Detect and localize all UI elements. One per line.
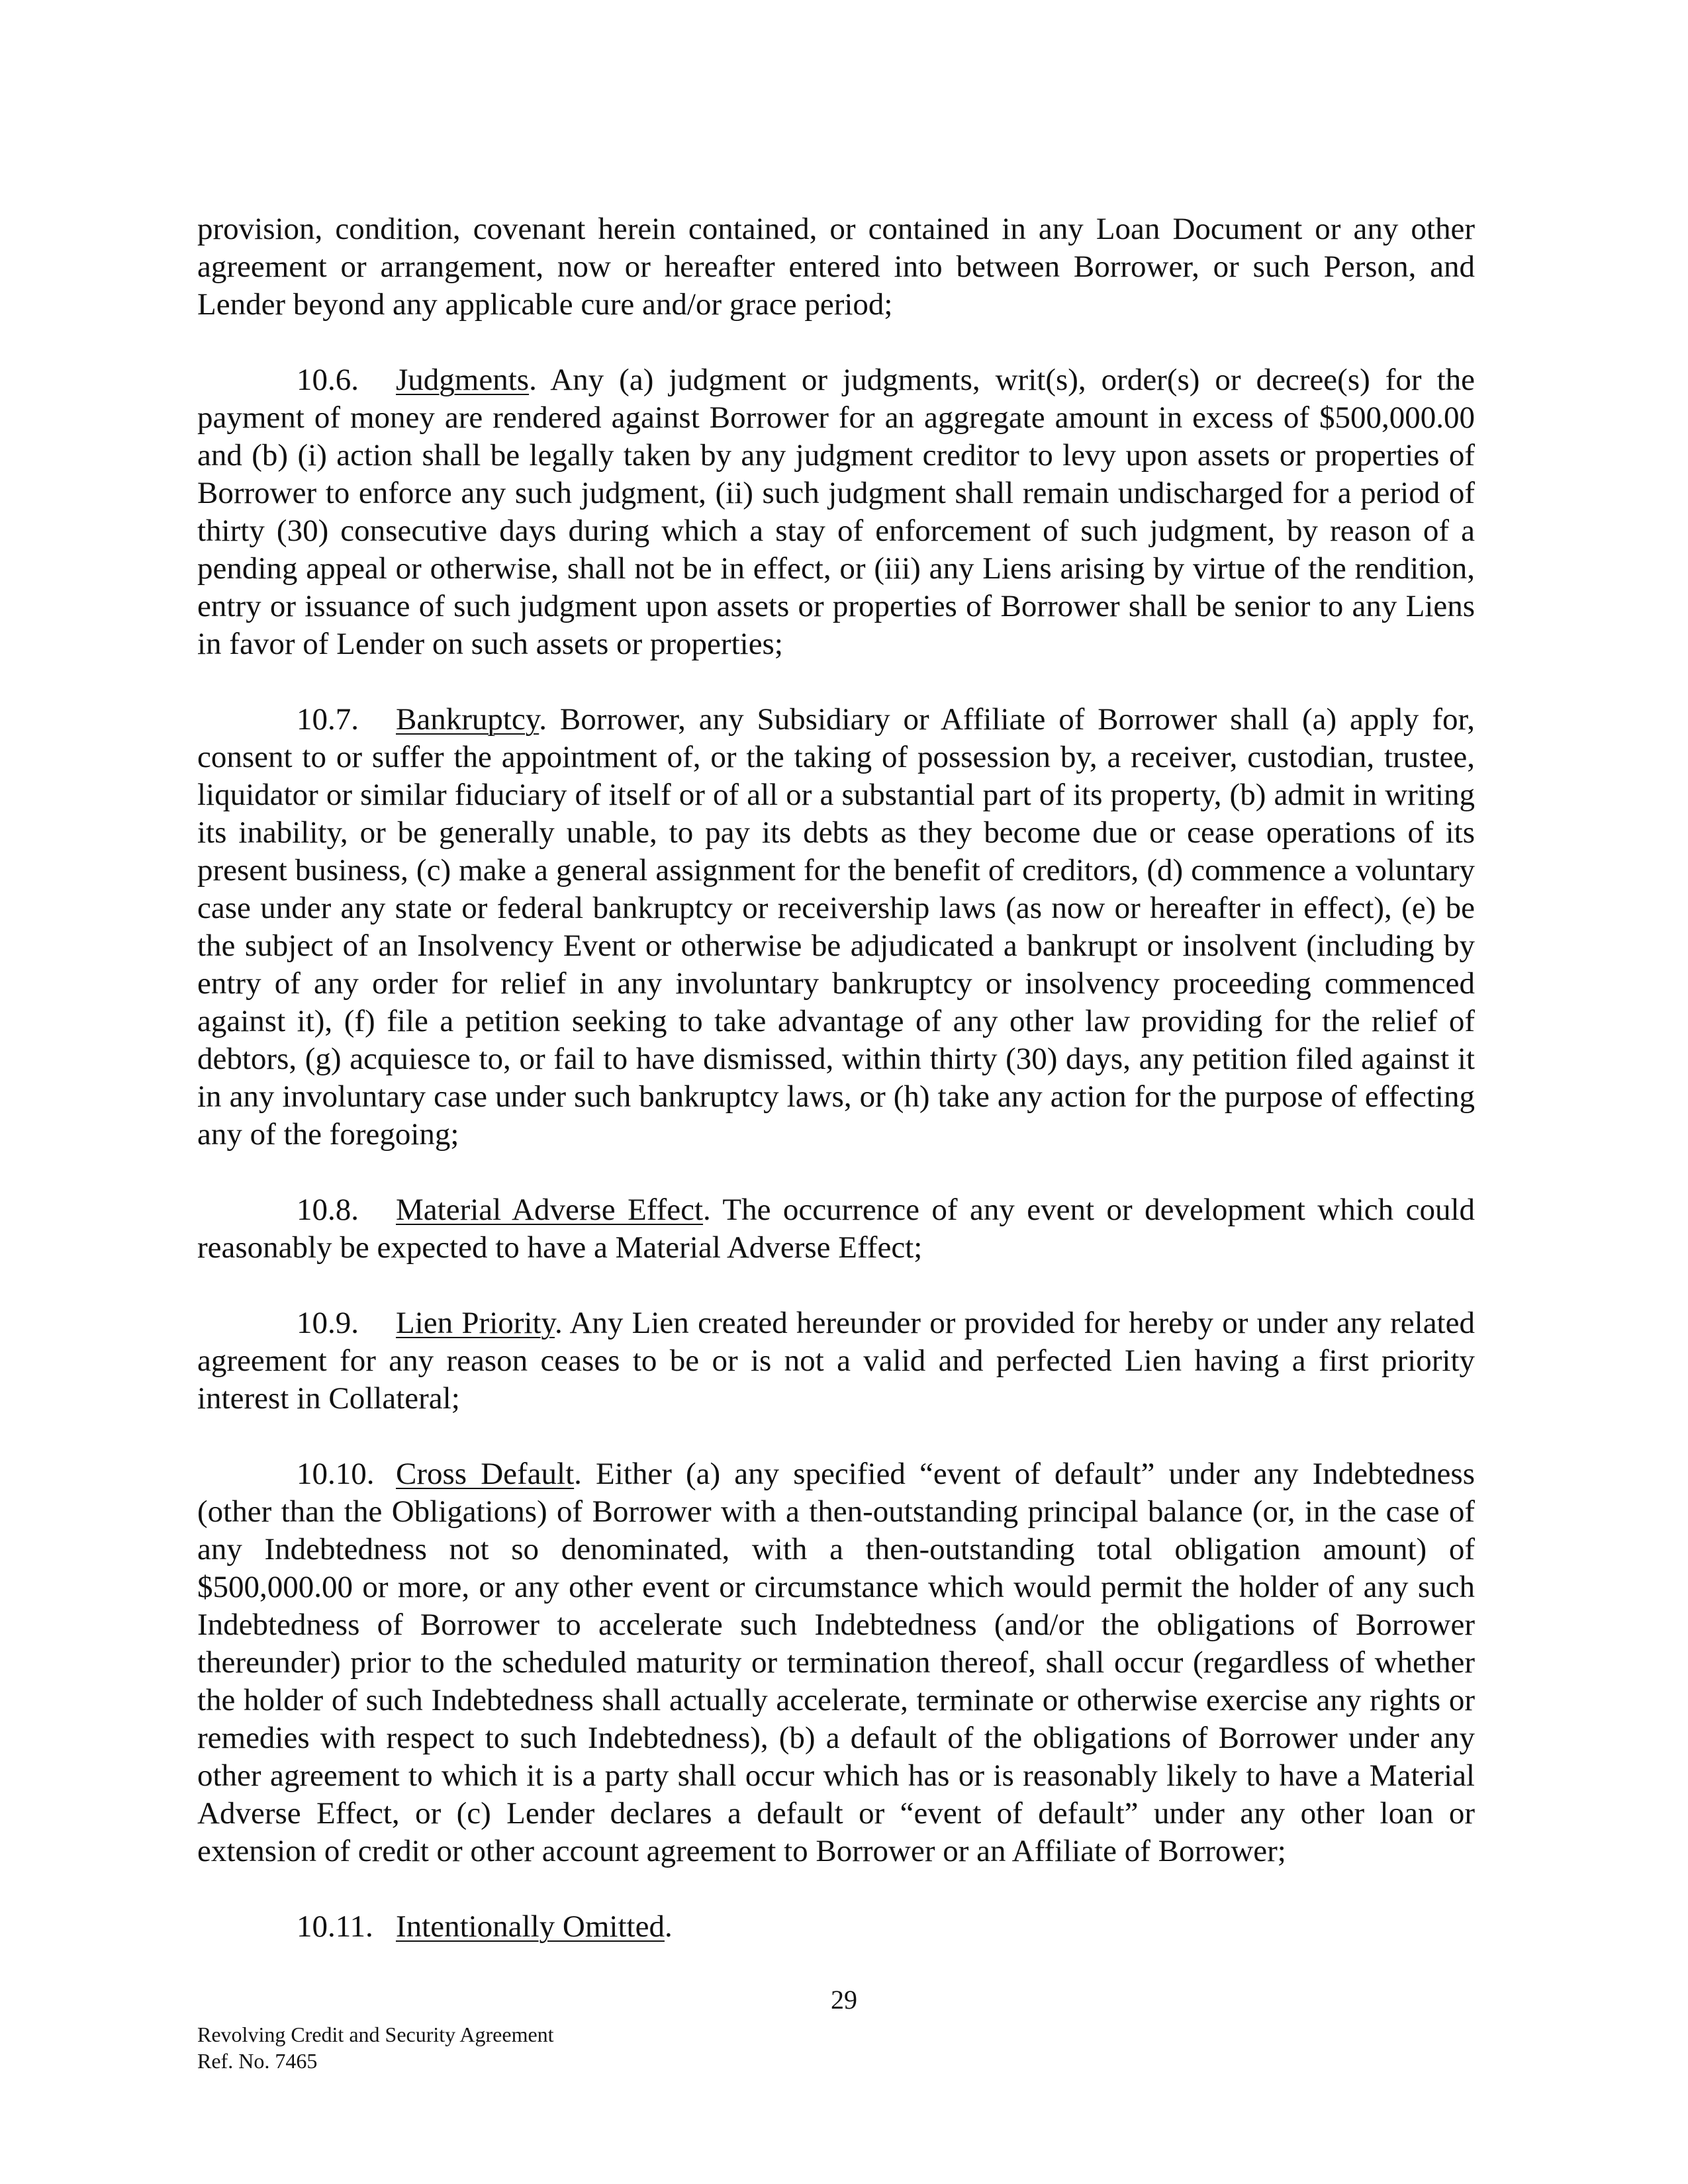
section-number: 10.6.	[297, 363, 359, 397]
section-number: 10.8.	[297, 1193, 359, 1227]
section-text: Any Lien created hereunder or provided for hereby or under any related agreement for any reason ceases to be or is not a valid and perfected Lien having a first priority interest in Collateral;	[197, 1306, 1475, 1416]
page-number: 29	[831, 1985, 857, 2015]
section-heading: Cross Default	[396, 1457, 575, 1491]
section-text: Any (a) judgment or judgments, writ(s), order(s) or decree(s) for the payment of money are rendered against Borrower for an aggregate amount in excess of $500,000.00 and (b) (i) action shall be legally taken by any judgment creditor to levy upon assets or properties of Borrower to enforce any such judgment, (ii) such judgment shall remain undischarged for a period of thirty (30) consecutive days during which a stay of enforcement of such judgment, by reason of a pending appeal or otherwise, shall not be in effect, or (iii) any Liens arising by virtue of the rendition, entry or issuance of such judgment upon assets or properties of Borrower shall be senior to any Liens in favor of Lender on such assets or properties;	[197, 363, 1475, 661]
section-10-10: 10.10. Cross Default. Either (a) any specified “event of default” under any Indebtedness (other than the Obligations) of Borrower with a then-outstanding principal balance (or, in the case of any Indebtedness not so denominated, with a then-outstanding total obligation amount) of $500,000.00 or more, or any other event or circumstance which would permit the holder of any such Indebtedness of Borrower to accelerate such Indebtedness (and/or the obligations of Borrower thereunder) prior to the scheduled maturity or termination thereof, shall occur (regardless of whether the holder of such Indebtedness shall actually accelerate, terminate or otherwise exercise any rights or remedies with respect to such Indebtedness), (b) a default of the obligations of Borrower under any other agreement to which it is a party shall occur which has or is reasonably likely to have a Material Adverse Effect, or (c) Lender declares a default or “event of default” under any other loan or extension of credit or other account agreement to Borrower or an Affiliate of Borrower;	[197, 1457, 1475, 1868]
section-heading: Material Adverse Effect	[396, 1193, 704, 1227]
section-heading: Intentionally Omitted	[396, 1909, 665, 1944]
section-text: The occurrence of any event or development which could reasonably be expected to have a Material Adverse Effect;	[197, 1193, 1475, 1265]
section-heading: Lien Priority	[396, 1306, 555, 1340]
document-footer	[197, 2021, 554, 2074]
footer-reference: Ref. No. 7465	[197, 2049, 318, 2073]
section-10-8: 10.8. Material Adverse Effect. The occurrence of any event or development which could reasonably be expected to have a Material Adverse Effect;	[197, 1193, 1475, 1265]
section-text: Borrower, any Subsidiary or Affiliate of Borrower shall (a) apply for, consent to or suffer the appointment of, or the taking of possession by, a receiver, custodian, trustee, liquidator or similar fiduciary of itself or of all or a substantial part of its property, (b) admit in writing its inability, or be generally unable, to pay its debts as they become due or cease operations of its present business, (c) make a general assignment for the benefit of creditors, (d) commence a voluntary case under any state or federal bankruptcy or receivership laws (as now or hereafter in effect), (e) be the subject of an Insolvency Event or otherwise be adjudicated a bankrupt or insolvent (including by entry of any order for relief in any involuntary bankruptcy or insolvency proceeding commenced against it), (f) file a petition seeking to take advantage of any other law providing for the relief of debtors, (g) acquiesce to, or fail to have dismissed, within thirty (30) days, any petition filed against it in any involuntary case under such bankruptcy laws, or (h) take any action for the purpose of effecting any of the foregoing;	[197, 702, 1476, 1152]
section-number: 10.7.	[297, 702, 359, 737]
section-10-6: 10.6. Judgments. Any (a) judgment or judgments, writ(s), order(s) or decree(s) for the payment of money are rendered against Borrower for an aggregate amount in excess of $500,000.00 and (b) (i) action shall be legally taken by any judgment creditor to levy upon assets or properties of Borrower to enforce any such judgment, (ii) such judgment shall remain undischarged for a period of thirty (30) consecutive days during which a stay of enforcement of such judgment, by reason of a pending appeal or otherwise, shall not be in effect, or (iii) any Liens arising by virtue of the rendition, entry or issuance of such judgment upon assets or properties of Borrower shall be senior to any Liens in favor of Lender on such assets or properties;	[197, 363, 1475, 661]
section-heading: Judgments	[396, 363, 530, 397]
document-body	[197, 210, 1475, 1983]
section-text: Either (a) any specified “event of default” under any Indebtedness (other than the Obligations) of Borrower with a then-outstanding principal balance (or, in the case of any Indebtedness not so denominated, with a then-outstanding total obligation amount) of $500,000.00 or more, or any other event or circumstance which would permit the holder of any such Indebtedness of Borrower to accelerate such Indebtedness (and/or the obligations of Borrower thereunder) prior to the scheduled maturity or termination thereof, shall occur (regardless of whether the holder of such Indebtedness shall actually accelerate, terminate or otherwise exercise any rights or remedies with respect to such Indebtedness), (b) a default of the obligations of Borrower under any other agreement to which it is a party shall occur which has or is reasonably likely to have a Material Adverse Effect, or (c) Lender declares a default or “event of default” under any other loan or extension of credit or other account agreement to Borrower or an Affiliate of Borrower;	[197, 1457, 1475, 1868]
section-10-11: 10.11. Intentionally Omitted.	[197, 1908, 1475, 1946]
opening-paragraph: provision, condition, covenant herein contained, or contained in any Loan Document or any other agreement or arrangement, now or hereafter entered into between Borrower, or such Person, and Lender beyond any applicable cure and/or grace period;	[197, 212, 1475, 322]
section-heading: Bankruptcy	[396, 702, 539, 737]
section-number: 10.11.	[297, 1909, 373, 1944]
section-number: 10.9.	[297, 1306, 359, 1340]
section-number: 10.10.	[297, 1457, 375, 1491]
section-10-9: 10.9. Lien Priority. Any Lien created hereunder or provided for hereby or under any related agreement for any reason ceases to be or is not a valid and perfected Lien having a first priority interest in Collateral;	[197, 1306, 1475, 1416]
footer-title: Revolving Credit and Security Agreement	[197, 2023, 554, 2046]
section-10-7: 10.7. Bankruptcy. Borrower, any Subsidiary or Affiliate of Borrower shall (a) apply for, consent to or suffer the appointment of, or the taking of possession by, a receiver, custodian, trustee, liquidator or similar fiduciary of itself or of all or a substantial part of its property, (b) admit in writing its inability, or be generally unable, to pay its debts as they become due or cease operations of its present business, (c) make a general assignment for the benefit of creditors, (d) commence a voluntary case under any state or federal bankruptcy or receivership laws (as now or hereafter in effect), (e) be the subject of an Insolvency Event or otherwise be adjudicated a bankrupt or insolvent (including by entry of any order for relief in any involuntary bankruptcy or insolvency proceeding commenced against it), (f) file a petition seeking to take advantage of any other law providing for the relief of debtors, (g) acquiesce to, or fail to have dismissed, within thirty (30) days, any petition filed against it in any involuntary case under such bankruptcy laws, or (h) take any action for the purpose of effecting any of the foregoing;	[197, 702, 1476, 1152]
